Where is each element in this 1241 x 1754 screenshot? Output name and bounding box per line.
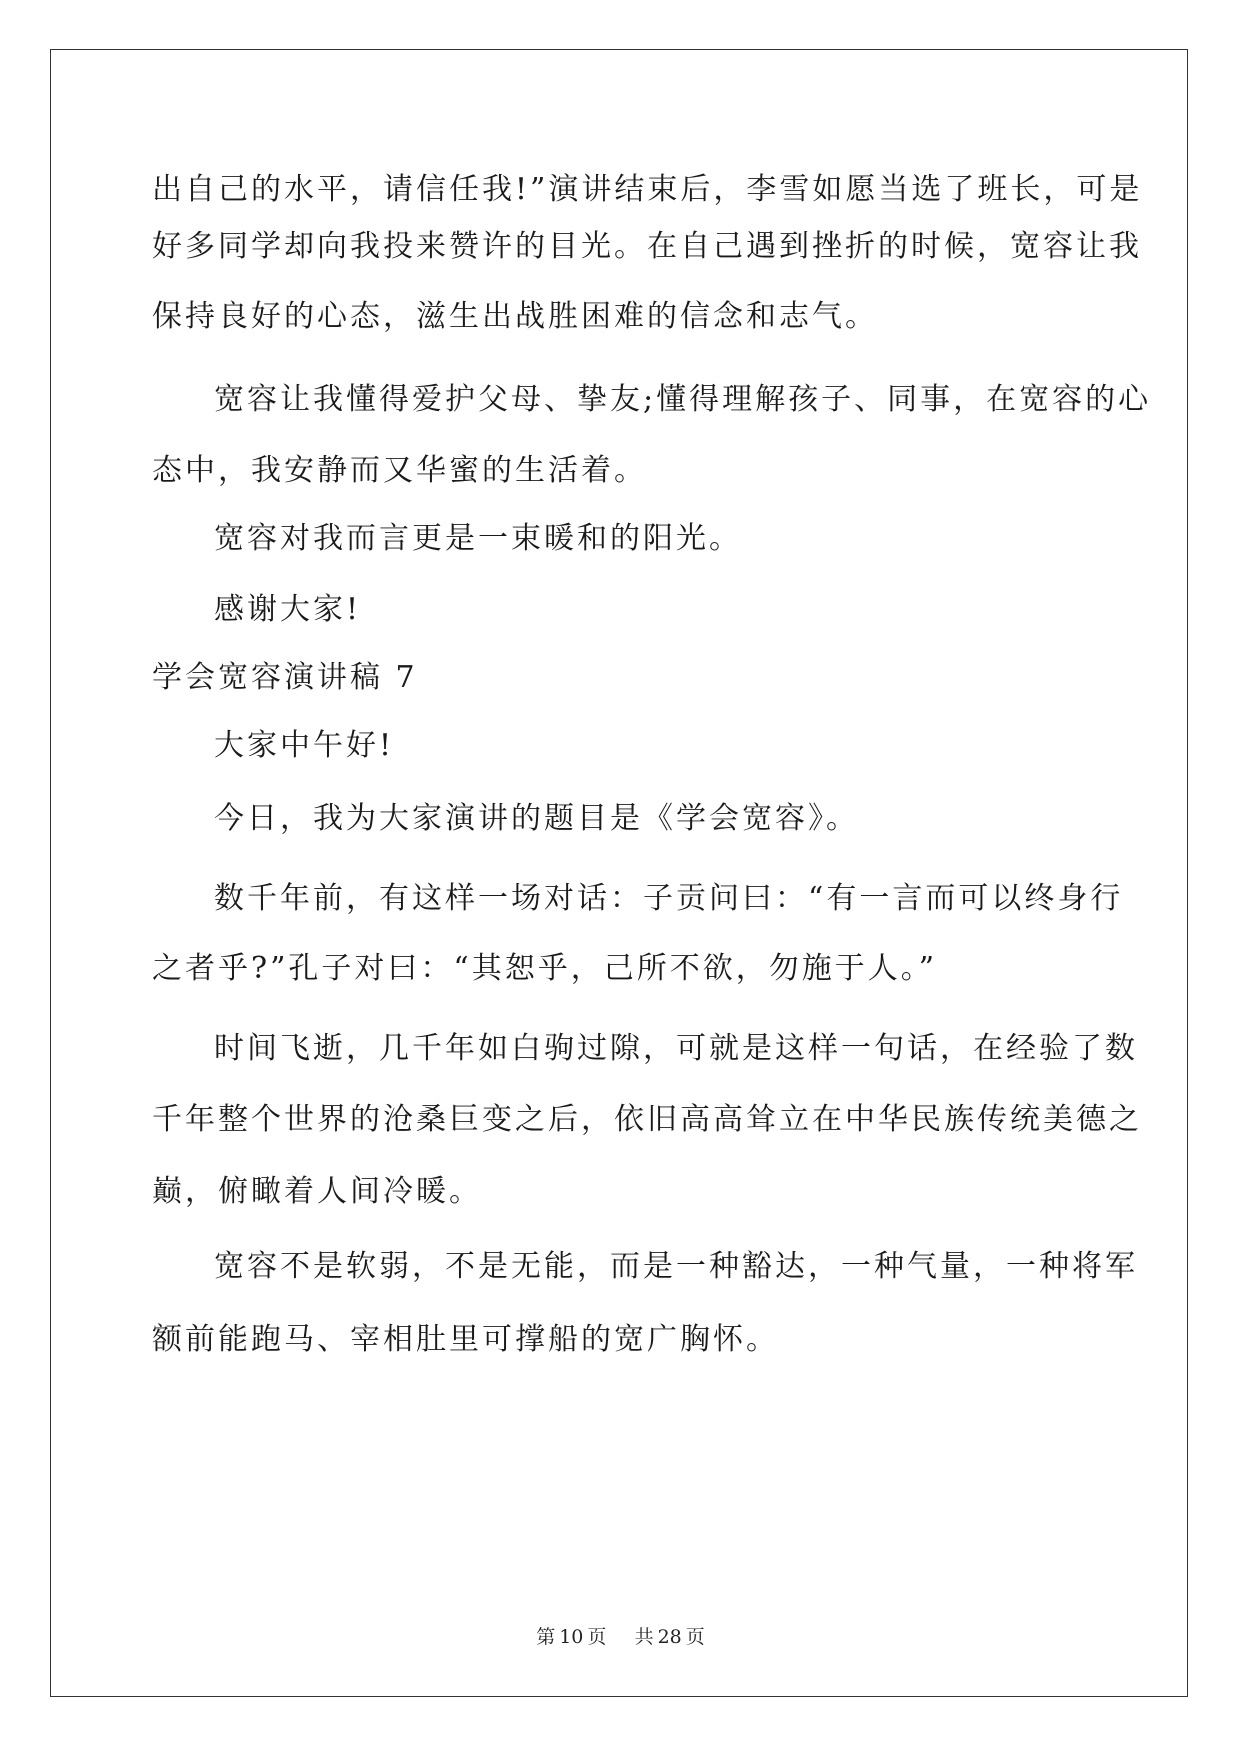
paragraph-line: 感谢大家! xyxy=(214,592,362,627)
text-line: 额前能跑马、宰相肚里可撑船的宽广胸怀。 xyxy=(152,1322,779,1357)
text-line: 千年整个世界的沧桑巨变之后，依旧高高耸立在中华民族传统美德之 xyxy=(152,1102,1142,1137)
paragraph-line: 时间飞逝，几千年如白驹过隙，可就是这样一句话，在经验了数 xyxy=(214,1031,1138,1066)
page-number-total: 28 xyxy=(657,1626,682,1648)
page-total-prefix: 共 xyxy=(634,1626,654,1648)
paragraph-line: 数千年前，有这样一场对话：子贡问曰：“有一言而可以终身行 xyxy=(214,881,1124,916)
page-number-unit: 页 xyxy=(587,1626,607,1648)
section-heading: 学会宽容演讲稿 7 xyxy=(152,660,418,695)
text-line: 好多同学却向我投来赞许的目光。在自己遇到挫折的时候，宽容让我 xyxy=(152,229,1142,264)
text-line: 出自己的水平，请信任我!”演讲结束后，李雪如愿当选了班长，可是 xyxy=(152,172,1143,207)
paragraph-line: 大家中午好! xyxy=(214,728,395,763)
page-number-prefix: 第 xyxy=(536,1626,556,1648)
paragraph-line: 宽容不是软弱，不是无能，而是一种豁达，一种气量，一种将军 xyxy=(214,1249,1138,1284)
page-total-unit: 页 xyxy=(685,1626,705,1648)
page-footer xyxy=(0,1622,1241,1649)
paragraph-line: 今日，我为大家演讲的题目是《学会宽容》。 xyxy=(214,801,859,836)
paragraph-line: 宽容对我而言更是一束暖和的阳光。 xyxy=(214,521,742,556)
paragraph-line: 宽容让我懂得爱护父母、挚友;懂得理解孩子、同事，在宽容的心 xyxy=(214,382,1152,417)
text-line: 态中，我安静而又华蜜的生活着。 xyxy=(152,453,647,488)
text-line: 巅，俯瞰着人间冷暖。 xyxy=(152,1174,482,1209)
page-number-current: 10 xyxy=(559,1626,584,1648)
text-line: 保持良好的心态，滋生出战胜困难的信念和志气。 xyxy=(152,299,878,334)
text-line: 之者乎?”孔子对曰：“其恕乎，己所不欲，勿施于人。” xyxy=(152,951,938,986)
